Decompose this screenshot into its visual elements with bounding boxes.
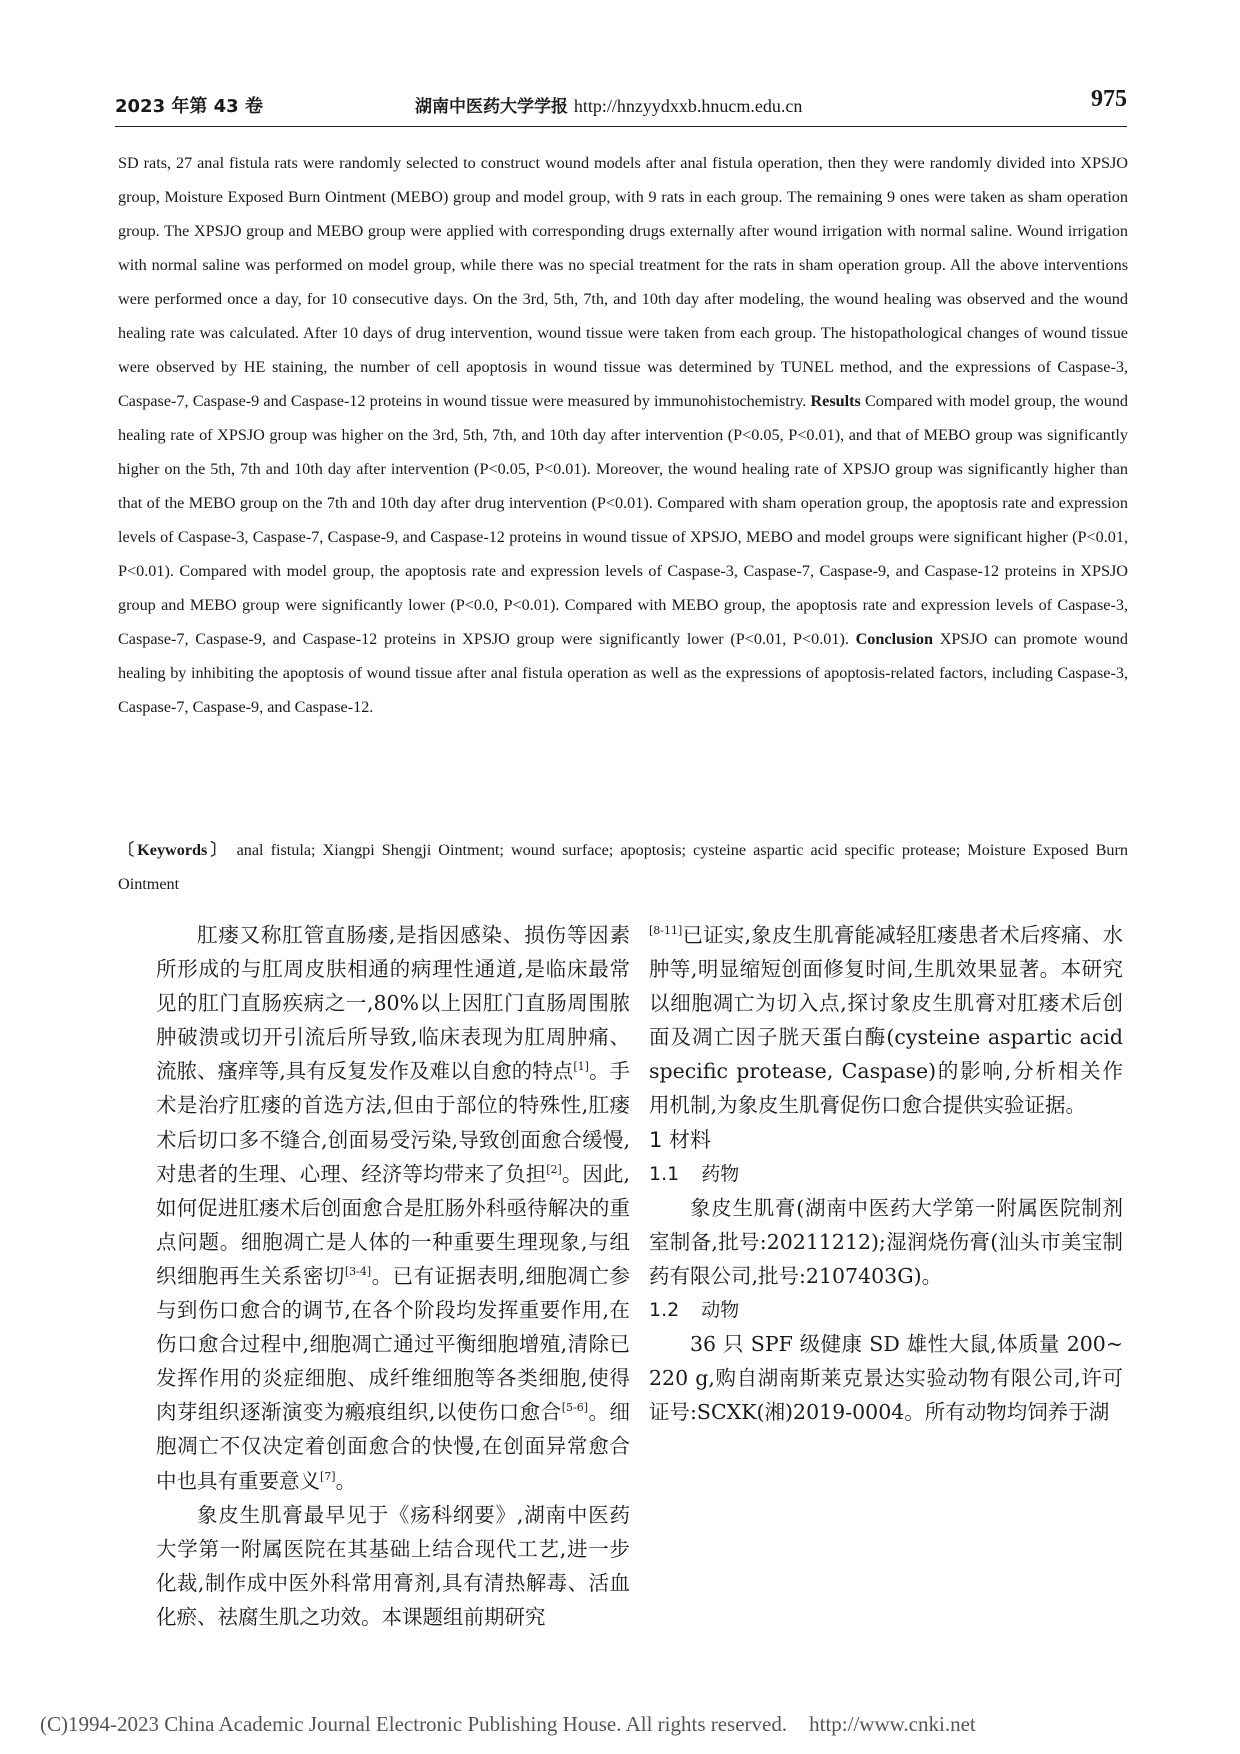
intro-paragraph-2-start [156,1498,630,1634]
left-column [156,918,630,1634]
page-number: 975 [1091,86,1127,112]
journal-name: 湖南中医药大学学报 [415,97,568,117]
citation-ref[interactable]: [2] [546,1162,562,1176]
body-text: 。手术是治疗肛瘘的首选方法,但由于部位的特殊性,肛瘘术后切口多不缝合,创面易受污染,导致创面愈合缓慢,对患者的生理、心理、经济等均带来了负担 [156,1059,630,1186]
abstract-paragraph [118,146,1128,724]
keywords-block [118,833,1128,901]
citation-ref[interactable]: [7] [320,1469,336,1483]
journal-title [415,92,802,117]
right-column [649,918,1123,1429]
page-header [115,86,1127,120]
body-text: 象皮生肌膏最早见于《疡科纲要》,湖南中医药大学第一附属医院在其基础上结合现代工艺,进一步化裁,制作成中医外科常用膏剂,具有清热解毒、活血化瘀、祛腐生肌之功效。本课题组前期研究 [156,1502,630,1629]
abstract-methods-text: SD rats, 27 anal fistula rats were randomly selected to construct wound models after anal fistula operation, then they were randomly divided into XPSJO group, Moisture Exposed Burn Ointment (MEBO) group and model group, with 9 rats in each group. The remaining 9 ones were taken as sham operation group. The XPSJO group and MEBO group were applied with corresponding drugs externally after wound irrigation with normal saline. Wound irrigation with normal saline was performed on model group, while there was no special treatment for the rats in sham operation group. All the above interventions were performed once a day, for 10 consecutive days. On the 3rd, 5th, 7th, and 10th day after modeling, the wound healing was observed and the wound healing rate was calculated. After 10 days of drug intervention, wound tissue were taken from each group. The histopathological changes of wound tissue were observed by HE staining, the number of cell apoptosis in wound tissue was determined by TUNEL method, and the expressions of Caspase-3, Caspase-7, Caspase-9 and Caspase-12 proteins in wound tissue were measured by immunohistochemistry. [118,154,1128,410]
body-text: 。 [335,1468,357,1493]
keywords-label: 〔Keywords〕 [118,841,230,859]
english-abstract [118,146,1128,724]
animals-paragraph: 36 只 SPF 级健康 SD 雄性大鼠,体质量 200~220 g,购自湖南斯莱克景达实验动物有限公司,许可证号:SCXK(湘)2019-0004。所有动物均饲养于湖 [649,1332,1123,1425]
subsection-title: 药物 [701,1162,740,1185]
subsection-number: 1.2 [649,1299,680,1322]
body-text: 。因此,如何促进肛瘘术后创面愈合是肛肠外科亟待解决的重点问题。细胞凋亡是人体的一种重要生理现象,与组织细胞再生关系密切 [156,1161,630,1288]
page-footer [40,1712,1140,1737]
subsection-title: 动物 [701,1299,740,1322]
header-divider [115,126,1127,127]
results-text: Compared with model group, the wound healing rate of XPSJO group was higher on the 3rd, 5th, 7th, and 10th day after intervention (P<0.05, P<0.01), and that of MEBO group was significantly higher on the 5th, 7th and 10th day after intervention (P<0.05, P<0.01). Moreover, the wound healing rate of XPSJO group was significantly higher than that of the MEBO group on the 7th and 10th day after drug intervention (P<0.01). Compared with sham operation group, the apoptosis rate and expression levels of Caspase-3, Caspase-7, Caspase-9, and Caspase-12 proteins in wound tissue of XPSJO, MEBO and model groups were significant higher (P<0.01, P<0.01). Compared with model group, the apoptosis rate and expression levels of Caspase-3, Caspase-7, Caspase-9, and Caspase-12 proteins in XPSJO group and MEBO group were significantly lower (P<0.0, P<0.01). Compared with MEBO group, the apoptosis rate and expression levels of Caspase-3, Caspase-7, Caspase-9, and Caspase-12 proteins in XPSJO group were significantly lower (P<0.01, P<0.01). [118,392,1129,648]
subsection-heading-animals [649,1293,1123,1327]
subsection-number: 1.1 [649,1162,680,1185]
section-heading-materials: 1 材料 [649,1127,712,1152]
drugs-paragraph: 象皮生肌膏(湖南中医药大学第一附属医院制剂室制备,批号:20211212);湿润烧伤膏(汕头市美宝制药有限公司,批号:2107403G)。 [649,1195,1123,1288]
journal-volume: 2023 年第 43 卷 [115,96,263,117]
subsection-heading-drugs [649,1157,1123,1191]
keywords-text: anal fistula; Xiangpi Shengji Ointment; wound surface; apoptosis; cysteine aspartic acid specific protease; Moisture Exposed Burn Ointment [118,841,1128,893]
journal-url[interactable]: http://hnzyydxxb.hnucm.edu.cn [573,96,803,116]
intro-paragraph-1 [156,918,630,1498]
conclusion-label: Conclusion [855,630,933,648]
conclusion-text: XPSJO can promote wound healing by inhibiting the apoptosis of wound tissue after anal fistula operation as well as the expressions of apoptosis-related factors, including Caspase-3, Caspase-7, Caspase-9, and Caspase-12. [118,630,1128,716]
results-label: Results [810,392,861,410]
citation-ref[interactable]: [8-11] [649,924,683,938]
body-text: 已证实,象皮生肌膏能减轻肛瘘患者术后疼痛、水肿等,明显缩短创面修复时间,生肌效果显著。本研究以细胞凋亡为切入点,探讨象皮生肌膏对肛瘘术后创面及凋亡因子胱天蛋白酶(cysteine aspartic acid specific protease, Caspase)的影响,分析相关作用机制,为象皮生肌膏促伤口愈合提供实验证据。 [649,923,1123,1118]
intro-paragraph-2-continued [649,918,1123,1123]
citation-ref[interactable]: [3-4] [344,1265,372,1279]
citation-ref[interactable]: [5-6] [561,1401,589,1415]
keywords-paragraph [118,833,1128,901]
citation-ref[interactable]: [1] [573,1060,589,1074]
copyright-notice: (C)1994-2023 China Academic Journal Electronic Publishing House. All rights reserved. [40,1712,788,1736]
body-text: 肛瘘又称肛管直肠瘘,是指因感染、损伤等因素所形成的与肛周皮肤相通的病理性通道,是临床最常见的肛门直肠疾病之一,80%以上因肛门直肠周围脓肿破溃或切开引流后所导致,临床表现为肛周肿痛、流脓、瘙痒等,具有反复发作及难以自愈的特点 [156,923,630,1084]
cnki-url[interactable]: http://www.cnki.net [809,1712,976,1736]
body-text: 。已有证据表明,细胞凋亡参与到伤口愈合的调节,在各个阶段均发挥重要作用,在伤口愈合过程中,细胞凋亡通过平衡细胞增殖,清除已发挥作用的炎症细胞、成纤维细胞等各类细胞,使得肉芽组织逐渐演变为瘢痕组织,以使伤口愈合 [156,1263,631,1425]
body-text: 。细胞凋亡不仅决定着创面愈合的快慢,在创面异常愈合中也具有重要意义 [156,1400,631,1493]
